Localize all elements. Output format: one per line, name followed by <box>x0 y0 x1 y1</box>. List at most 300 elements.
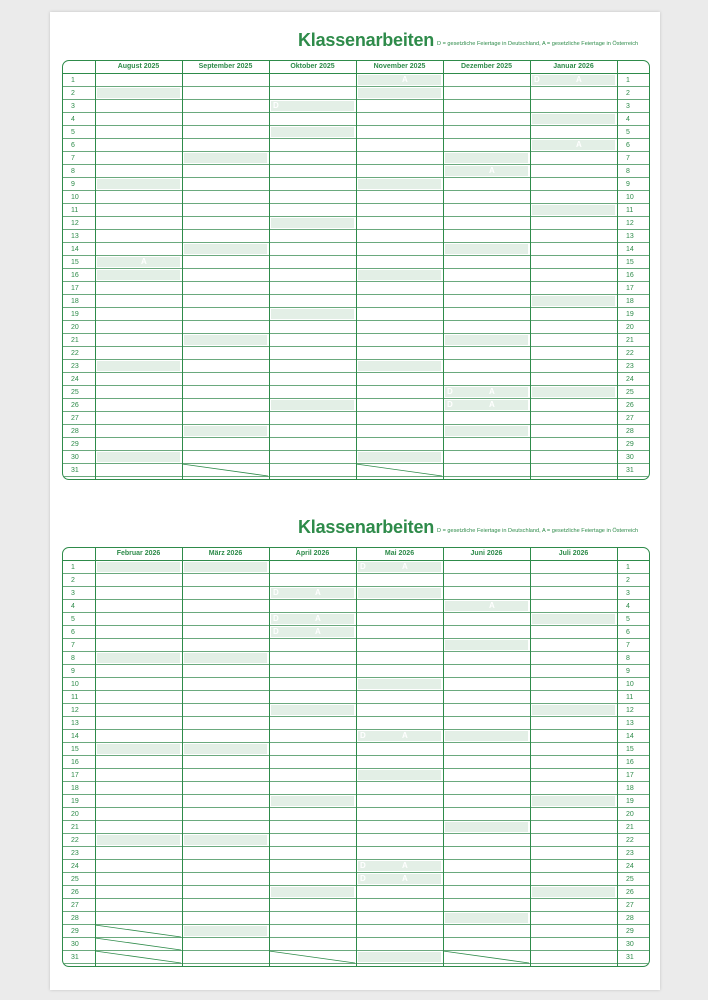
day-cell[interactable] <box>97 731 180 741</box>
day-cell[interactable] <box>271 439 354 449</box>
day-cell[interactable] <box>271 140 354 150</box>
day-cell[interactable] <box>532 218 615 228</box>
day-cell[interactable] <box>532 783 615 793</box>
day-cell[interactable] <box>184 770 267 780</box>
sunday-cell[interactable] <box>358 770 441 780</box>
day-cell[interactable] <box>97 887 180 897</box>
day-cell[interactable] <box>97 439 180 449</box>
day-cell[interactable] <box>358 192 441 202</box>
day-cell[interactable] <box>271 679 354 689</box>
sunday-cell[interactable] <box>445 426 528 436</box>
sunday-cell[interactable] <box>445 731 528 741</box>
day-cell[interactable] <box>532 400 615 410</box>
day-cell[interactable] <box>184 614 267 624</box>
day-cell[interactable] <box>271 283 354 293</box>
day-cell[interactable] <box>532 848 615 858</box>
day-cell[interactable] <box>271 114 354 124</box>
sunday-cell[interactable] <box>271 218 354 228</box>
day-cell[interactable] <box>184 179 267 189</box>
sunday-cell[interactable] <box>271 400 354 410</box>
day-cell[interactable] <box>358 244 441 254</box>
day-cell[interactable] <box>184 705 267 715</box>
day-cell[interactable] <box>532 309 615 319</box>
day-cell[interactable] <box>271 731 354 741</box>
day-cell[interactable] <box>532 322 615 332</box>
day-cell[interactable] <box>358 796 441 806</box>
sunday-cell[interactable] <box>184 926 267 936</box>
day-cell[interactable] <box>532 861 615 871</box>
day-cell[interactable] <box>271 270 354 280</box>
day-cell[interactable] <box>271 361 354 371</box>
day-cell[interactable] <box>532 562 615 572</box>
sunday-cell[interactable] <box>358 452 441 462</box>
day-cell[interactable] <box>445 575 528 585</box>
sunday-cell[interactable] <box>97 452 180 462</box>
day-cell[interactable] <box>445 179 528 189</box>
day-cell[interactable] <box>271 413 354 423</box>
day-cell[interactable] <box>445 283 528 293</box>
day-cell[interactable] <box>532 731 615 741</box>
sunday-cell[interactable] <box>532 614 615 624</box>
day-cell[interactable] <box>97 627 180 637</box>
day-cell[interactable] <box>271 718 354 728</box>
sunday-cell[interactable] <box>358 679 441 689</box>
day-cell[interactable] <box>532 913 615 923</box>
day-cell[interactable] <box>97 153 180 163</box>
day-cell[interactable] <box>445 562 528 572</box>
day-cell[interactable] <box>271 296 354 306</box>
day-cell[interactable] <box>184 75 267 85</box>
sunday-cell[interactable] <box>271 887 354 897</box>
day-cell[interactable] <box>445 848 528 858</box>
day-cell[interactable] <box>184 731 267 741</box>
sunday-cell[interactable] <box>271 309 354 319</box>
day-cell[interactable] <box>358 387 441 397</box>
day-cell[interactable] <box>271 179 354 189</box>
holiday-cell[interactable] <box>271 627 354 637</box>
day-cell[interactable] <box>445 874 528 884</box>
day-cell[interactable] <box>271 822 354 832</box>
day-cell[interactable] <box>532 809 615 819</box>
sunday-cell[interactable] <box>184 562 267 572</box>
day-cell[interactable] <box>97 283 180 293</box>
sunday-cell[interactable] <box>184 153 267 163</box>
day-cell[interactable] <box>184 757 267 767</box>
holiday-cell[interactable] <box>445 387 528 397</box>
day-cell[interactable] <box>445 783 528 793</box>
day-cell[interactable] <box>358 101 441 111</box>
day-cell[interactable] <box>358 426 441 436</box>
day-cell[interactable] <box>97 140 180 150</box>
day-cell[interactable] <box>445 796 528 806</box>
day-cell[interactable] <box>97 231 180 241</box>
holiday-cell[interactable] <box>358 731 441 741</box>
day-cell[interactable] <box>271 244 354 254</box>
day-cell[interactable] <box>358 744 441 754</box>
day-cell[interactable] <box>358 296 441 306</box>
day-cell[interactable] <box>358 348 441 358</box>
day-cell[interactable] <box>532 127 615 137</box>
day-cell[interactable] <box>97 809 180 819</box>
day-cell[interactable] <box>445 322 528 332</box>
sunday-cell[interactable] <box>97 653 180 663</box>
day-cell[interactable] <box>97 218 180 228</box>
day-cell[interactable] <box>271 744 354 754</box>
day-cell[interactable] <box>184 413 267 423</box>
day-cell[interactable] <box>184 666 267 676</box>
day-cell[interactable] <box>358 822 441 832</box>
day-cell[interactable] <box>445 88 528 98</box>
sunday-cell[interactable] <box>184 744 267 754</box>
day-cell[interactable] <box>445 744 528 754</box>
holiday-cell[interactable] <box>358 562 441 572</box>
day-cell[interactable] <box>445 835 528 845</box>
day-cell[interactable] <box>532 465 615 475</box>
day-cell[interactable] <box>532 601 615 611</box>
day-cell[interactable] <box>445 679 528 689</box>
day-cell[interactable] <box>97 822 180 832</box>
day-cell[interactable] <box>271 939 354 949</box>
day-cell[interactable] <box>184 452 267 462</box>
day-cell[interactable] <box>184 140 267 150</box>
day-cell[interactable] <box>97 900 180 910</box>
day-cell[interactable] <box>184 101 267 111</box>
day-cell[interactable] <box>184 601 267 611</box>
day-cell[interactable] <box>97 114 180 124</box>
day-cell[interactable] <box>184 205 267 215</box>
day-cell[interactable] <box>358 309 441 319</box>
day-cell[interactable] <box>184 348 267 358</box>
sunday-cell[interactable] <box>532 796 615 806</box>
day-cell[interactable] <box>445 861 528 871</box>
day-cell[interactable] <box>97 679 180 689</box>
sunday-cell[interactable] <box>271 705 354 715</box>
holiday-cell[interactable] <box>97 257 180 267</box>
sunday-cell[interactable] <box>445 640 528 650</box>
sunday-cell[interactable] <box>97 361 180 371</box>
day-cell[interactable] <box>271 666 354 676</box>
day-cell[interactable] <box>532 244 615 254</box>
day-cell[interactable] <box>97 400 180 410</box>
day-cell[interactable] <box>532 575 615 585</box>
day-cell[interactable] <box>97 192 180 202</box>
day-cell[interactable] <box>184 913 267 923</box>
day-cell[interactable] <box>271 166 354 176</box>
day-cell[interactable] <box>184 218 267 228</box>
day-cell[interactable] <box>97 465 180 475</box>
day-cell[interactable] <box>184 114 267 124</box>
day-cell[interactable] <box>445 627 528 637</box>
day-cell[interactable] <box>358 231 441 241</box>
day-cell[interactable] <box>445 809 528 819</box>
day-cell[interactable] <box>271 335 354 345</box>
day-cell[interactable] <box>532 374 615 384</box>
sunday-cell[interactable] <box>532 205 615 215</box>
day-cell[interactable] <box>358 939 441 949</box>
day-cell[interactable] <box>358 653 441 663</box>
day-cell[interactable] <box>445 439 528 449</box>
day-cell[interactable] <box>445 218 528 228</box>
day-cell[interactable] <box>445 757 528 767</box>
sunday-cell[interactable] <box>184 335 267 345</box>
day-cell[interactable] <box>445 887 528 897</box>
day-cell[interactable] <box>271 153 354 163</box>
day-cell[interactable] <box>358 283 441 293</box>
day-cell[interactable] <box>445 452 528 462</box>
day-cell[interactable] <box>532 413 615 423</box>
day-cell[interactable] <box>97 75 180 85</box>
day-cell[interactable] <box>532 452 615 462</box>
sunday-cell[interactable] <box>358 270 441 280</box>
day-cell[interactable] <box>271 387 354 397</box>
day-cell[interactable] <box>184 296 267 306</box>
holiday-cell[interactable] <box>445 166 528 176</box>
day-cell[interactable] <box>358 666 441 676</box>
day-cell[interactable] <box>445 361 528 371</box>
day-cell[interactable] <box>532 231 615 241</box>
day-cell[interactable] <box>358 718 441 728</box>
day-cell[interactable] <box>358 913 441 923</box>
day-cell[interactable] <box>271 653 354 663</box>
day-cell[interactable] <box>358 218 441 228</box>
day-cell[interactable] <box>97 426 180 436</box>
day-cell[interactable] <box>271 926 354 936</box>
day-cell[interactable] <box>184 900 267 910</box>
day-cell[interactable] <box>184 848 267 858</box>
sunday-cell[interactable] <box>445 822 528 832</box>
sunday-cell[interactable] <box>97 562 180 572</box>
day-cell[interactable] <box>532 874 615 884</box>
day-cell[interactable] <box>97 770 180 780</box>
day-cell[interactable] <box>184 692 267 702</box>
day-cell[interactable] <box>97 413 180 423</box>
sunday-cell[interactable] <box>532 887 615 897</box>
day-cell[interactable] <box>271 913 354 923</box>
day-cell[interactable] <box>532 679 615 689</box>
day-cell[interactable] <box>184 270 267 280</box>
day-cell[interactable] <box>532 822 615 832</box>
day-cell[interactable] <box>271 88 354 98</box>
day-cell[interactable] <box>532 426 615 436</box>
sunday-cell[interactable] <box>445 244 528 254</box>
day-cell[interactable] <box>532 926 615 936</box>
day-cell[interactable] <box>532 348 615 358</box>
day-cell[interactable] <box>358 627 441 637</box>
day-cell[interactable] <box>532 270 615 280</box>
holiday-cell[interactable] <box>532 140 615 150</box>
day-cell[interactable] <box>97 718 180 728</box>
sunday-cell[interactable] <box>358 952 441 962</box>
sunday-cell[interactable] <box>184 426 267 436</box>
day-cell[interactable] <box>97 692 180 702</box>
sunday-cell[interactable] <box>358 361 441 371</box>
day-cell[interactable] <box>445 205 528 215</box>
day-cell[interactable] <box>532 952 615 962</box>
day-cell[interactable] <box>358 335 441 345</box>
holiday-cell[interactable] <box>532 75 615 85</box>
day-cell[interactable] <box>358 601 441 611</box>
day-cell[interactable] <box>445 140 528 150</box>
day-cell[interactable] <box>445 127 528 137</box>
day-cell[interactable] <box>184 887 267 897</box>
day-cell[interactable] <box>445 192 528 202</box>
day-cell[interactable] <box>358 127 441 137</box>
sunday-cell[interactable] <box>97 88 180 98</box>
day-cell[interactable] <box>97 861 180 871</box>
day-cell[interactable] <box>184 783 267 793</box>
day-cell[interactable] <box>445 653 528 663</box>
day-cell[interactable] <box>97 874 180 884</box>
sunday-cell[interactable] <box>97 179 180 189</box>
day-cell[interactable] <box>184 400 267 410</box>
holiday-cell[interactable] <box>358 874 441 884</box>
day-cell[interactable] <box>358 322 441 332</box>
day-cell[interactable] <box>358 705 441 715</box>
day-cell[interactable] <box>532 101 615 111</box>
day-cell[interactable] <box>271 809 354 819</box>
sunday-cell[interactable] <box>358 588 441 598</box>
day-cell[interactable] <box>445 270 528 280</box>
day-cell[interactable] <box>532 335 615 345</box>
holiday-cell[interactable] <box>358 75 441 85</box>
day-cell[interactable] <box>97 296 180 306</box>
day-cell[interactable] <box>271 757 354 767</box>
day-cell[interactable] <box>184 439 267 449</box>
day-cell[interactable] <box>532 153 615 163</box>
day-cell[interactable] <box>97 101 180 111</box>
day-cell[interactable] <box>184 627 267 637</box>
sunday-cell[interactable] <box>184 835 267 845</box>
day-cell[interactable] <box>97 796 180 806</box>
sunday-cell[interactable] <box>97 835 180 845</box>
day-cell[interactable] <box>532 666 615 676</box>
day-cell[interactable] <box>184 166 267 176</box>
day-cell[interactable] <box>445 231 528 241</box>
day-cell[interactable] <box>358 140 441 150</box>
day-cell[interactable] <box>184 796 267 806</box>
day-cell[interactable] <box>532 770 615 780</box>
day-cell[interactable] <box>271 692 354 702</box>
day-cell[interactable] <box>184 192 267 202</box>
day-cell[interactable] <box>184 679 267 689</box>
day-cell[interactable] <box>97 757 180 767</box>
day-cell[interactable] <box>271 640 354 650</box>
day-cell[interactable] <box>97 640 180 650</box>
day-cell[interactable] <box>97 166 180 176</box>
day-cell[interactable] <box>358 374 441 384</box>
day-cell[interactable] <box>358 114 441 124</box>
day-cell[interactable] <box>532 192 615 202</box>
day-cell[interactable] <box>358 153 441 163</box>
day-cell[interactable] <box>184 718 267 728</box>
sunday-cell[interactable] <box>184 244 267 254</box>
sunday-cell[interactable] <box>358 88 441 98</box>
day-cell[interactable] <box>184 822 267 832</box>
day-cell[interactable] <box>445 718 528 728</box>
day-cell[interactable] <box>532 588 615 598</box>
day-cell[interactable] <box>445 705 528 715</box>
holiday-cell[interactable] <box>358 861 441 871</box>
day-cell[interactable] <box>358 692 441 702</box>
day-cell[interactable] <box>358 887 441 897</box>
day-cell[interactable] <box>97 205 180 215</box>
day-cell[interactable] <box>184 257 267 267</box>
day-cell[interactable] <box>184 809 267 819</box>
sunday-cell[interactable] <box>532 705 615 715</box>
day-cell[interactable] <box>358 413 441 423</box>
day-cell[interactable] <box>271 75 354 85</box>
sunday-cell[interactable] <box>445 153 528 163</box>
day-cell[interactable] <box>271 861 354 871</box>
day-cell[interactable] <box>358 926 441 936</box>
day-cell[interactable] <box>532 692 615 702</box>
day-cell[interactable] <box>271 770 354 780</box>
day-cell[interactable] <box>532 283 615 293</box>
day-cell[interactable] <box>97 588 180 598</box>
day-cell[interactable] <box>97 575 180 585</box>
sunday-cell[interactable] <box>184 653 267 663</box>
day-cell[interactable] <box>445 101 528 111</box>
day-cell[interactable] <box>271 348 354 358</box>
day-cell[interactable] <box>445 296 528 306</box>
sunday-cell[interactable] <box>445 335 528 345</box>
sunday-cell[interactable] <box>532 387 615 397</box>
day-cell[interactable] <box>97 705 180 715</box>
day-cell[interactable] <box>532 179 615 189</box>
day-cell[interactable] <box>445 257 528 267</box>
day-cell[interactable] <box>271 322 354 332</box>
day-cell[interactable] <box>97 374 180 384</box>
day-cell[interactable] <box>184 322 267 332</box>
day-cell[interactable] <box>184 874 267 884</box>
day-cell[interactable] <box>532 88 615 98</box>
day-cell[interactable] <box>532 166 615 176</box>
day-cell[interactable] <box>271 562 354 572</box>
day-cell[interactable] <box>97 601 180 611</box>
day-cell[interactable] <box>358 757 441 767</box>
holiday-cell[interactable] <box>271 588 354 598</box>
day-cell[interactable] <box>271 783 354 793</box>
day-cell[interactable] <box>97 783 180 793</box>
day-cell[interactable] <box>358 439 441 449</box>
day-cell[interactable] <box>445 374 528 384</box>
day-cell[interactable] <box>532 640 615 650</box>
day-cell[interactable] <box>358 400 441 410</box>
day-cell[interactable] <box>184 88 267 98</box>
day-cell[interactable] <box>271 452 354 462</box>
day-cell[interactable] <box>271 192 354 202</box>
day-cell[interactable] <box>532 900 615 910</box>
sunday-cell[interactable] <box>97 744 180 754</box>
day-cell[interactable] <box>271 205 354 215</box>
day-cell[interactable] <box>358 205 441 215</box>
day-cell[interactable] <box>532 627 615 637</box>
day-cell[interactable] <box>97 335 180 345</box>
day-cell[interactable] <box>445 588 528 598</box>
day-cell[interactable] <box>97 387 180 397</box>
day-cell[interactable] <box>445 900 528 910</box>
sunday-cell[interactable] <box>532 114 615 124</box>
day-cell[interactable] <box>184 374 267 384</box>
day-cell[interactable] <box>271 257 354 267</box>
day-cell[interactable] <box>97 848 180 858</box>
day-cell[interactable] <box>532 718 615 728</box>
day-cell[interactable] <box>532 653 615 663</box>
day-cell[interactable] <box>184 309 267 319</box>
day-cell[interactable] <box>271 426 354 436</box>
day-cell[interactable] <box>445 770 528 780</box>
day-cell[interactable] <box>184 952 267 962</box>
